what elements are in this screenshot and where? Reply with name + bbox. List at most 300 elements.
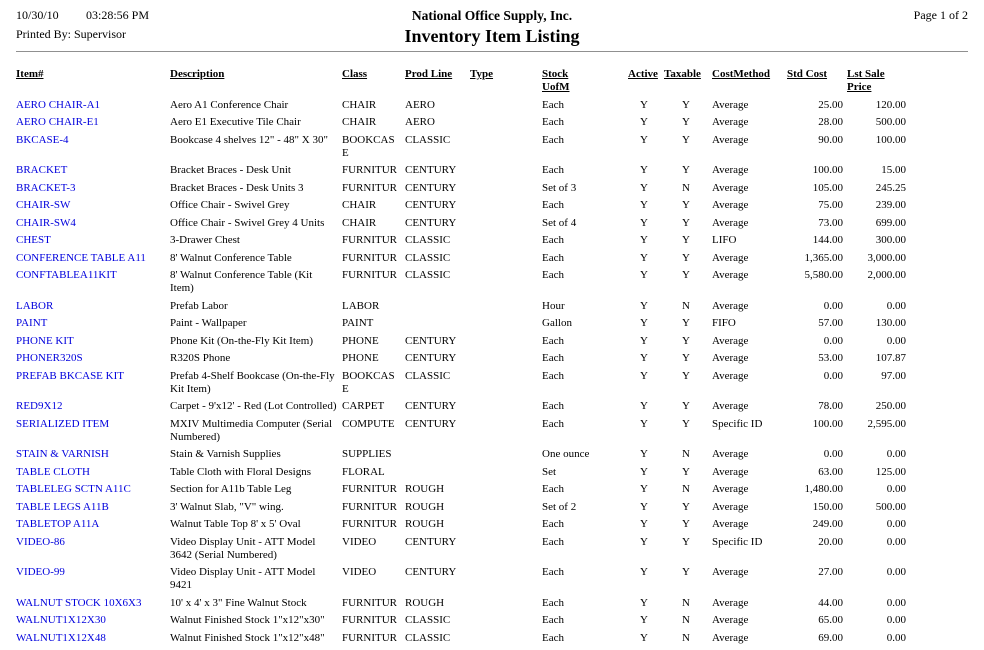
- item-link[interactable]: PREFAB BKCASE KIT: [16, 369, 124, 382]
- item-link[interactable]: AERO CHAIR-E1: [16, 116, 99, 128]
- report-header: [16, 8, 968, 49]
- description-cell: R320S Phone: [170, 352, 231, 364]
- lstsale-cell: 0.00: [886, 596, 906, 609]
- company-name: National Office Supply, Inc.: [411, 8, 573, 23]
- taxable-cell: Y: [682, 465, 690, 478]
- taxable-cell: N: [682, 181, 690, 194]
- type-cell: [470, 132, 542, 163]
- stdcost-cell: 100.00: [812, 164, 843, 176]
- item-link[interactable]: PHONER320S: [16, 352, 83, 364]
- item-link[interactable]: BRACKET-3: [16, 181, 76, 194]
- description-cell: 3-Drawer Chest: [170, 234, 240, 246]
- table-row: [16, 232, 910, 250]
- taxable-cell: N: [682, 631, 690, 644]
- description-cell: Carpet - 9'x12' - Red (Lot Controlled): [170, 400, 337, 412]
- description-cell: Office Chair - Swivel Grey 4 Units: [170, 216, 325, 229]
- taxable-cell: Y: [682, 98, 690, 111]
- taxable-cell: Y: [682, 566, 690, 578]
- active-cell: Y: [640, 334, 648, 347]
- prodline-cell: CENTURY: [405, 334, 457, 347]
- type-cell: [470, 534, 542, 565]
- lstsale-cell: 125.00: [875, 465, 906, 478]
- uofm-cell: Each: [542, 400, 564, 412]
- item-link[interactable]: STAIN & VARNISH: [16, 448, 109, 460]
- class-cell: COMPUTE: [342, 417, 395, 430]
- item-link[interactable]: RED9X12: [16, 400, 63, 412]
- active-cell: Y: [640, 535, 648, 548]
- item-link[interactable]: PHONE KIT: [16, 334, 74, 347]
- costmethod-cell: Average: [712, 518, 749, 530]
- active-cell: Y: [640, 133, 648, 146]
- lstsale-cell: 0.00: [886, 299, 906, 312]
- taxable-cell: Y: [682, 116, 690, 128]
- prodline-cell: CENTURY: [405, 400, 457, 412]
- costmethod-cell: LIFO: [712, 234, 737, 246]
- stdcost-cell: 28.00: [818, 116, 843, 128]
- description-cell: MXIV Multimedia Computer (Serial Numbered): [170, 417, 333, 443]
- printed-by: Printed By: Supervisor: [16, 27, 126, 41]
- class-cell: VIDEO: [342, 566, 377, 578]
- taxable-cell: N: [682, 299, 690, 312]
- prodline-cell: ROUGH: [405, 596, 445, 609]
- table-row: [16, 499, 910, 517]
- table-row: [16, 398, 910, 416]
- uofm-cell: Each: [542, 518, 564, 530]
- item-link[interactable]: TABLE LEGS A11B: [16, 500, 109, 513]
- stdcost-cell: 44.00: [818, 596, 843, 609]
- description-cell: Paint - Wallpaper: [170, 317, 247, 329]
- active-cell: Y: [640, 317, 648, 329]
- stdcost-cell: 53.00: [818, 352, 843, 364]
- taxable-cell: Y: [682, 199, 690, 211]
- type-cell: [470, 499, 542, 517]
- active-cell: Y: [640, 352, 648, 364]
- type-cell: [470, 416, 542, 447]
- taxable-cell: Y: [682, 500, 690, 513]
- lstsale-cell: 2,595.00: [867, 417, 906, 430]
- item-link[interactable]: CHEST: [16, 234, 51, 246]
- description-cell: Table Cloth with Floral Designs: [170, 465, 311, 478]
- table-row: [16, 333, 910, 351]
- lstsale-cell: 100.00: [875, 133, 906, 146]
- costmethod-cell: Average: [712, 98, 749, 111]
- item-link[interactable]: BKCASE-4: [16, 133, 69, 146]
- table-row: [16, 481, 910, 499]
- lstsale-cell: 107.87: [875, 352, 906, 364]
- active-cell: Y: [640, 116, 648, 128]
- class-cell: LABOR: [342, 299, 380, 312]
- type-cell: [470, 398, 542, 416]
- type-cell: [470, 464, 542, 482]
- active-cell: Y: [640, 269, 648, 281]
- table-row: [16, 416, 910, 447]
- table-row: [16, 564, 910, 595]
- uofm-cell: Each: [542, 116, 564, 128]
- prodline-cell: AERO: [405, 98, 435, 111]
- type-cell: [470, 516, 542, 534]
- active-cell: Y: [640, 518, 648, 530]
- item-link[interactable]: LABOR: [16, 299, 54, 312]
- taxable-cell: Y: [682, 535, 690, 548]
- type-cell: [470, 114, 542, 132]
- lstsale-cell: 0.00: [886, 518, 906, 530]
- costmethod-cell: Average: [712, 566, 749, 578]
- taxable-cell: Y: [682, 417, 690, 430]
- description-cell: Aero E1 Executive Tile Chair: [170, 116, 301, 128]
- stdcost-cell: 144.00: [812, 234, 843, 246]
- uofm-cell: Each: [542, 133, 564, 146]
- uofm-cell: Each: [542, 234, 564, 246]
- description-cell: Bracket Braces - Desk Unit: [170, 164, 291, 176]
- table-row: [16, 350, 910, 368]
- description-cell: 8' Walnut Conference Table: [170, 251, 292, 264]
- table-row: [16, 197, 910, 215]
- type-cell: [470, 564, 542, 595]
- prodline-cell: CLASSIC: [405, 369, 451, 382]
- uofm-cell: Gallon: [542, 317, 572, 329]
- uofm-cell: Each: [542, 566, 564, 578]
- stdcost-cell: 65.00: [818, 614, 843, 626]
- table-row: [16, 132, 910, 163]
- description-cell: Walnut Finished Stock 1"x12"x48": [170, 631, 325, 644]
- item-link[interactable]: TABLETOP A11A: [16, 518, 100, 530]
- item-link[interactable]: SERIALIZED ITEM: [16, 417, 110, 430]
- type-cell: [470, 630, 542, 648]
- prodline-cell: CLASSIC: [405, 614, 451, 626]
- active-cell: Y: [640, 216, 648, 229]
- active-cell: Y: [640, 251, 648, 264]
- inventory-table: [16, 66, 910, 647]
- stdcost-cell: 0.00: [823, 299, 843, 312]
- stdcost-cell: 0.00: [823, 334, 843, 347]
- col-header-type: Type: [470, 68, 494, 80]
- taxable-cell: N: [682, 483, 690, 495]
- print-date: 10/30/10: [16, 8, 59, 22]
- description-cell: Video Display Unit - ATT Model 9421: [170, 566, 316, 591]
- table-row: [16, 114, 910, 132]
- item-link[interactable]: WALNUT1X12X30: [16, 614, 106, 626]
- lstsale-cell: 3,000.00: [867, 251, 906, 264]
- active-cell: Y: [640, 631, 648, 644]
- prodline-cell: ROUGH: [405, 500, 445, 513]
- uofm-cell: Each: [542, 614, 564, 626]
- active-cell: Y: [640, 164, 648, 176]
- taxable-cell: Y: [682, 234, 690, 246]
- stdcost-cell: 69.00: [818, 631, 843, 644]
- description-cell: 8' Walnut Conference Table (Kit Item): [170, 269, 313, 294]
- description-cell: Prefab Labor: [170, 299, 228, 312]
- item-link[interactable]: WALNUT1X12X48: [16, 631, 106, 644]
- table-row: [16, 180, 910, 198]
- item-link[interactable]: VIDEO-86: [16, 535, 65, 548]
- uofm-cell: Set of 3: [542, 181, 577, 194]
- prodline-cell: ROUGH: [405, 518, 445, 530]
- description-cell: Walnut Finished Stock 1"x12"x30": [170, 614, 325, 626]
- costmethod-cell: Average: [712, 500, 749, 513]
- costmethod-cell: Average: [712, 133, 749, 146]
- taxable-cell: Y: [682, 317, 690, 329]
- prodline-cell: CENTURY: [405, 352, 457, 364]
- stdcost-cell: 1,480.00: [804, 483, 843, 495]
- prodline-cell: CENTURY: [405, 417, 457, 430]
- costmethod-cell: Average: [712, 216, 749, 229]
- description-cell: Phone Kit (On-the-Fly Kit Item): [170, 334, 313, 347]
- uofm-cell: Each: [542, 334, 564, 347]
- uofm-cell: Each: [542, 269, 564, 281]
- type-cell: [470, 250, 542, 268]
- taxable-cell: Y: [682, 164, 690, 176]
- item-link[interactable]: VIDEO-99: [16, 566, 65, 578]
- item-link[interactable]: CONFERENCE TABLE A11: [16, 251, 146, 264]
- active-cell: Y: [640, 417, 648, 430]
- class-cell: CHAIR: [342, 199, 377, 211]
- class-cell: FURNITUR: [342, 181, 398, 194]
- prodline-cell: CENTURY: [405, 199, 457, 211]
- prodline-cell: CENTURY: [405, 566, 457, 578]
- uofm-cell: Each: [542, 417, 564, 430]
- prodline-cell: CENTURY: [405, 181, 457, 194]
- description-cell: Prefab 4-Shelf Bookcase (On-the-Fly Kit Item): [170, 369, 335, 395]
- active-cell: Y: [640, 483, 648, 495]
- item-link[interactable]: TABLE CLOTH: [16, 465, 90, 478]
- lstsale-cell: 0.00: [886, 334, 906, 347]
- prodline-cell: CLASSIC: [405, 133, 451, 146]
- item-link[interactable]: CHAIR-SW4: [16, 216, 76, 229]
- costmethod-cell: Specific ID: [712, 535, 763, 548]
- table-row: [16, 612, 910, 630]
- stdcost-cell: 150.00: [812, 500, 843, 513]
- active-cell: Y: [640, 500, 648, 513]
- stdcost-cell: 57.00: [818, 317, 843, 329]
- type-cell: [470, 97, 542, 115]
- lstsale-cell: 0.00: [886, 535, 906, 548]
- class-cell: PHONE: [342, 334, 379, 347]
- active-cell: Y: [640, 98, 648, 111]
- lstsale-cell: 239.00: [875, 199, 906, 211]
- costmethod-cell: Average: [712, 164, 749, 176]
- stdcost-cell: 100.00: [812, 417, 843, 430]
- uofm-cell: Each: [542, 98, 564, 111]
- table-row: [16, 446, 910, 464]
- class-cell: CHAIR: [342, 216, 377, 229]
- stdcost-cell: 73.00: [818, 216, 843, 229]
- header-row: [16, 66, 910, 97]
- table-row: [16, 298, 910, 316]
- uofm-cell: Set: [542, 465, 557, 478]
- class-cell: FURNITUR: [342, 164, 398, 176]
- active-cell: Y: [640, 448, 648, 460]
- description-cell: 3' Walnut Slab, "V" wing.: [170, 500, 284, 513]
- table-row: [16, 162, 910, 180]
- description-cell: 10' x 4' x 3" Fine Walnut Stock: [170, 596, 307, 609]
- taxable-cell: Y: [682, 133, 690, 146]
- class-cell: CHAIR: [342, 116, 377, 128]
- taxable-cell: Y: [682, 352, 690, 364]
- active-cell: Y: [640, 299, 648, 312]
- active-cell: Y: [640, 369, 648, 382]
- stdcost-cell: 75.00: [818, 199, 843, 211]
- header-center: [16, 8, 968, 47]
- col-header-description: Description: [170, 68, 225, 80]
- table-row: [16, 595, 910, 613]
- costmethod-cell: Average: [712, 631, 749, 644]
- taxable-cell: Y: [682, 400, 690, 412]
- stdcost-cell: 105.00: [812, 181, 843, 194]
- prodline-cell: CLASSIC: [405, 234, 451, 246]
- type-cell: [470, 315, 542, 333]
- stdcost-cell: 27.00: [818, 566, 843, 578]
- uofm-cell: Set of 2: [542, 500, 577, 513]
- class-cell: BOOKCASE: [342, 133, 395, 159]
- header-divider: [16, 51, 968, 52]
- lstsale-cell: 245.25: [875, 181, 906, 194]
- table-row: [16, 215, 910, 233]
- type-cell: [470, 446, 542, 464]
- description-cell: Stain & Varnish Supplies: [170, 448, 281, 460]
- description-cell: Aero A1 Conference Chair: [170, 98, 289, 111]
- description-cell: Bracket Braces - Desk Units 3: [170, 181, 304, 194]
- col-header-active: Active: [628, 68, 658, 80]
- lstsale-cell: 0.00: [886, 448, 906, 460]
- type-cell: [470, 180, 542, 198]
- taxable-cell: N: [682, 448, 690, 460]
- table-row: [16, 464, 910, 482]
- prodline-cell: [405, 464, 470, 482]
- lstsale-cell: 0.00: [886, 483, 906, 495]
- active-cell: Y: [640, 465, 648, 478]
- col-header-stdcost: Std Cost: [787, 68, 828, 80]
- prodline-cell: AERO: [405, 116, 435, 128]
- uofm-cell: Each: [542, 352, 564, 364]
- costmethod-cell: Average: [712, 116, 749, 128]
- col-header-taxable: Taxable: [664, 68, 701, 80]
- uofm-cell: Each: [542, 199, 564, 211]
- uofm-cell: Hour: [542, 299, 565, 312]
- class-cell: FURNITUR: [342, 614, 398, 626]
- stdcost-cell: 5,580.00: [804, 269, 843, 281]
- class-cell: PAINT: [342, 317, 374, 329]
- table-row: [16, 267, 910, 298]
- stdcost-cell: 25.00: [818, 98, 843, 111]
- uofm-cell: Each: [542, 483, 564, 495]
- prodline-cell: CLASSIC: [405, 251, 451, 264]
- prodline-cell: [405, 446, 470, 464]
- prodline-cell: [405, 315, 470, 333]
- type-cell: [470, 333, 542, 351]
- lstsale-cell: 699.00: [875, 216, 906, 229]
- type-cell: [470, 612, 542, 630]
- costmethod-cell: Average: [712, 251, 749, 264]
- print-time: 03:28:56 PM: [86, 8, 150, 22]
- description-cell: Bookcase 4 shelves 12" - 48" X 30": [170, 133, 328, 146]
- col-header-costmethod: CostMethod: [712, 68, 771, 80]
- table-row: [16, 315, 910, 333]
- stdcost-cell: 90.00: [818, 133, 843, 146]
- type-cell: [470, 298, 542, 316]
- taxable-cell: N: [682, 614, 690, 626]
- table-row: [16, 368, 910, 399]
- item-link[interactable]: WALNUT STOCK 10X6X3: [16, 596, 142, 609]
- costmethod-cell: Average: [712, 269, 749, 281]
- description-cell: Section for A11b Table Leg: [170, 483, 292, 495]
- inventory-table-body: [16, 97, 910, 648]
- class-cell: VIDEO: [342, 535, 377, 548]
- class-cell: FURNITUR: [342, 500, 398, 513]
- class-cell: FURNITUR: [342, 483, 398, 495]
- costmethod-cell: Specific ID: [712, 417, 763, 430]
- table-row: [16, 516, 910, 534]
- table-row: [16, 534, 910, 565]
- costmethod-cell: Average: [712, 448, 749, 460]
- class-cell: FURNITUR: [342, 269, 398, 281]
- item-link[interactable]: TABLELEG SCTN A11C: [16, 483, 131, 495]
- col-header-lstsale: Lst Sale Price: [847, 68, 885, 93]
- lstsale-cell: 300.00: [875, 234, 906, 246]
- uofm-cell: Each: [542, 369, 564, 382]
- class-cell: FURNITUR: [342, 596, 398, 609]
- type-cell: [470, 368, 542, 399]
- item-link[interactable]: CHAIR-SW: [16, 199, 71, 211]
- uofm-cell: Each: [542, 164, 564, 176]
- description-cell: Office Chair - Swivel Grey: [170, 199, 290, 211]
- class-cell: FURNITUR: [342, 518, 398, 530]
- costmethod-cell: Average: [712, 596, 749, 609]
- active-cell: Y: [640, 199, 648, 211]
- active-cell: Y: [640, 400, 648, 412]
- item-link[interactable]: AERO CHAIR-A1: [16, 98, 101, 111]
- item-link[interactable]: BRACKET: [16, 164, 68, 176]
- active-cell: Y: [640, 614, 648, 626]
- class-cell: CHAIR: [342, 98, 377, 111]
- costmethod-cell: Average: [712, 299, 749, 312]
- item-link[interactable]: PAINT: [16, 317, 48, 329]
- report-title: Inventory Item Listing: [404, 26, 580, 46]
- taxable-cell: N: [682, 596, 690, 609]
- costmethod-cell: FIFO: [712, 317, 736, 329]
- prodline-cell: CENTURY: [405, 164, 457, 176]
- type-cell: [470, 197, 542, 215]
- costmethod-cell: Average: [712, 199, 749, 211]
- prodline-cell: CLASSIC: [405, 269, 451, 281]
- lstsale-cell: 250.00: [875, 400, 906, 412]
- prodline-cell: ROUGH: [405, 483, 445, 495]
- table-row: [16, 630, 910, 648]
- type-cell: [470, 350, 542, 368]
- type-cell: [470, 267, 542, 298]
- costmethod-cell: Average: [712, 465, 749, 478]
- taxable-cell: Y: [682, 251, 690, 264]
- stdcost-cell: 249.00: [812, 518, 843, 530]
- prodline-cell: CENTURY: [405, 535, 457, 548]
- class-cell: CARPET: [342, 400, 385, 412]
- stdcost-cell: 20.00: [818, 535, 843, 548]
- lstsale-cell: 0.00: [886, 566, 906, 578]
- description-cell: Video Display Unit - ATT Model 3642 (Serial Numbered): [170, 535, 316, 561]
- taxable-cell: Y: [682, 269, 690, 281]
- prodline-cell: CLASSIC: [405, 631, 451, 644]
- stdcost-cell: 1,365.00: [804, 251, 843, 264]
- class-cell: BOOKCASE: [342, 369, 395, 395]
- uofm-cell: Set of 4: [542, 216, 577, 229]
- active-cell: Y: [640, 596, 648, 609]
- costmethod-cell: Average: [712, 369, 749, 382]
- lstsale-cell: 15.00: [881, 164, 906, 176]
- item-link[interactable]: CONFTABLEA11KIT: [16, 269, 117, 281]
- class-cell: FURNITUR: [342, 234, 398, 246]
- prodline-cell: [405, 298, 470, 316]
- costmethod-cell: Average: [712, 400, 749, 412]
- active-cell: Y: [640, 234, 648, 246]
